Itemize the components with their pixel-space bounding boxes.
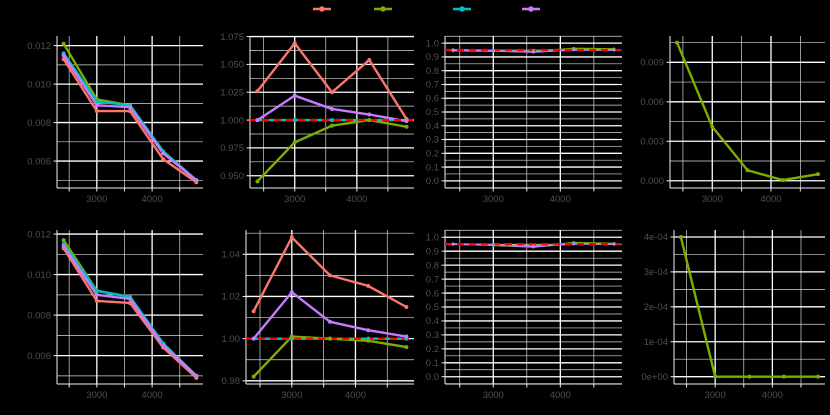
legend-key-series-1 [311, 0, 333, 18]
x-tick-label: 3000 [281, 390, 303, 401]
legend-key-series-3 [451, 0, 473, 18]
x-tick-label: 4000 [549, 390, 571, 401]
y-tick-label: 1.050 [220, 59, 244, 71]
series-line-series-2 [254, 337, 407, 377]
y-tick-label: 0.98 [221, 376, 240, 388]
y-tick-label: 0.008 [27, 310, 51, 322]
data-point [367, 118, 371, 122]
y-tick-label: 0.0 [425, 371, 439, 383]
y-tick-label: 0.2 [425, 148, 439, 160]
data-point [128, 109, 132, 113]
data-point [532, 245, 535, 248]
data-point [255, 179, 259, 183]
y-tick-label: 0.6 [425, 288, 439, 300]
data-point [161, 151, 165, 155]
legend-point-icon [459, 6, 464, 11]
y-tick-label: 0.012 [27, 229, 51, 241]
data-point [746, 168, 750, 172]
x-tick-label: 3000 [482, 390, 504, 401]
data-point [128, 301, 132, 305]
x-tick-label: 3000 [701, 194, 723, 205]
y-tick-label: 0.1 [425, 162, 439, 174]
axis-ticks [243, 254, 388, 387]
data-point [405, 125, 409, 129]
data-point [161, 157, 165, 161]
data-point [328, 273, 332, 277]
data-point [748, 375, 752, 379]
minor-gridlines [250, 36, 414, 188]
data-point [252, 309, 256, 313]
data-point [781, 178, 785, 182]
data-point [572, 242, 575, 245]
data-point [293, 41, 297, 45]
data-point [62, 238, 66, 242]
y-tick-label: 0.6 [425, 93, 439, 105]
data-point [328, 337, 332, 341]
y-tick-label: 1.000 [220, 115, 244, 127]
data-point [290, 235, 294, 239]
y-tick-label: 0.7 [425, 79, 439, 91]
data-point [252, 337, 256, 341]
y-tick-label: 0.5 [425, 302, 439, 314]
minor-gridlines [246, 230, 414, 384]
axis-ticks [671, 237, 801, 388]
x-tick-label: 3000 [86, 194, 108, 205]
data-point [95, 299, 99, 303]
data-point [782, 375, 786, 379]
data-point [255, 118, 259, 122]
data-point [62, 53, 66, 57]
series-line-series-2 [257, 120, 406, 181]
y-tick-label: 0.8 [425, 260, 439, 272]
x-tick-label: 3000 [704, 390, 726, 401]
y-tick-label: 0.003 [640, 136, 664, 148]
data-point [492, 243, 495, 246]
y-tick-label: 0.9 [425, 246, 439, 258]
data-point [293, 94, 297, 98]
data-point [366, 284, 370, 288]
y-tick-label: 0.006 [27, 156, 51, 168]
data-point [405, 119, 409, 123]
y-tick-label: 0.010 [27, 79, 51, 91]
chart-row2-col3 [420, 215, 630, 415]
data-point [366, 328, 370, 332]
chart-row2-col2 [210, 215, 420, 415]
y-tick-label: 1.02 [221, 291, 240, 303]
y-tick-label: 1.0 [425, 232, 439, 244]
series-line-series-2 [677, 43, 818, 181]
data-point [255, 89, 259, 93]
y-tick-label: 0.006 [27, 350, 51, 362]
y-tick-label: 0.7 [425, 274, 439, 286]
legend-key-series-2 [372, 0, 394, 18]
major-gridlines [670, 36, 825, 188]
data-point [330, 124, 334, 128]
data-point [95, 289, 99, 293]
data-point [161, 344, 165, 348]
data-point [532, 51, 535, 54]
y-tick-label: 0e+00 [641, 371, 668, 383]
data-point [62, 57, 66, 61]
data-point [95, 99, 99, 103]
x-tick-label: 4000 [549, 194, 571, 205]
data-point [330, 107, 334, 111]
y-tick-label: 0.010 [27, 269, 51, 281]
data-point [330, 118, 334, 122]
data-point [128, 105, 132, 109]
data-point [95, 293, 99, 297]
chart-row2-col4 [630, 215, 830, 415]
chart-row1-col1 [0, 18, 210, 215]
chart-row2-col1 [0, 215, 210, 415]
y-tick-label: 0.4 [425, 316, 439, 328]
data-point [330, 90, 334, 94]
data-point [62, 42, 66, 46]
data-point [62, 244, 66, 248]
legend-point-icon [319, 6, 324, 11]
data-point [710, 125, 714, 129]
y-tick-label: 1e-04 [643, 336, 668, 348]
y-tick-label: 0.5 [425, 107, 439, 119]
x-tick-label: 4000 [141, 390, 163, 401]
y-tick-label: 0.006 [640, 97, 664, 109]
series-points-series-2 [252, 335, 409, 379]
x-tick-label: 3000 [284, 194, 306, 205]
series-points-series-2 [255, 118, 408, 183]
x-tick-label: 4000 [760, 194, 782, 205]
data-point [612, 242, 615, 245]
data-point [816, 172, 820, 176]
legend [0, 0, 830, 18]
major-gridlines [445, 36, 622, 188]
legend-point-icon [528, 6, 533, 11]
series-points-series-1 [252, 235, 409, 313]
data-point [404, 345, 408, 349]
data-point [128, 297, 132, 301]
data-point [293, 140, 297, 144]
major-gridlines [674, 230, 825, 384]
data-point [679, 235, 683, 239]
series-line-series-4 [64, 246, 197, 376]
axis-ticks [442, 237, 594, 387]
data-point [816, 375, 820, 379]
axis-ticks [667, 62, 801, 191]
data-point [194, 178, 198, 182]
major-gridlines [445, 230, 622, 384]
data-point [95, 103, 99, 107]
data-point [492, 49, 495, 52]
y-tick-label: 0.975 [220, 143, 244, 155]
y-tick-label: 2e-04 [643, 302, 668, 314]
x-tick-label: 4000 [141, 194, 163, 205]
data-point [293, 118, 297, 122]
y-tick-label: 0.000 [640, 175, 664, 187]
data-point [290, 335, 294, 339]
y-tick-label: 0.2 [425, 344, 439, 356]
y-tick-label: 1.04 [221, 249, 240, 261]
y-tick-label: 0.009 [640, 57, 664, 69]
data-point [95, 109, 99, 113]
minor-gridlines [670, 36, 825, 188]
y-tick-label: 4e-04 [643, 232, 668, 244]
legend-point-icon [380, 6, 385, 11]
y-tick-label: 1.00 [221, 333, 240, 345]
y-tick-label: 0.4 [425, 120, 439, 132]
data-point [367, 58, 371, 62]
x-tick-label: 4000 [761, 390, 783, 401]
data-point [194, 374, 198, 378]
y-tick-label: 1.025 [220, 87, 244, 99]
x-tick-label: 3000 [482, 194, 504, 205]
y-tick-label: 0.3 [425, 330, 439, 342]
data-point [290, 290, 294, 294]
data-point [452, 243, 455, 246]
data-point [612, 49, 615, 52]
x-tick-label: 3000 [86, 390, 108, 401]
major-gridlines [246, 230, 414, 384]
legend-key-series-4 [520, 0, 542, 18]
y-tick-label: 0.008 [27, 117, 51, 129]
y-tick-label: 0.9 [425, 52, 439, 64]
chart-row1-col4 [630, 18, 830, 215]
data-point [572, 48, 575, 51]
x-tick-label: 4000 [346, 194, 368, 205]
axis-ticks [442, 43, 594, 191]
y-tick-label: 0.012 [27, 40, 51, 52]
y-tick-label: 0.0 [425, 176, 439, 188]
data-point [675, 41, 679, 45]
data-point [404, 305, 408, 309]
data-point [404, 335, 408, 339]
data-point [452, 49, 455, 52]
chart-row1-col2 [210, 18, 420, 215]
data-point [252, 375, 256, 379]
y-tick-label: 0.950 [220, 170, 244, 182]
y-tick-label: 3e-04 [643, 267, 668, 279]
chart-row1-col3 [420, 18, 630, 215]
data-point [367, 113, 371, 117]
y-tick-label: 1.0 [425, 38, 439, 50]
y-tick-label: 0.8 [425, 65, 439, 77]
data-point [366, 339, 370, 343]
major-gridlines [250, 36, 414, 188]
series-line-series-4 [254, 292, 407, 338]
data-point [328, 320, 332, 324]
y-tick-label: 0.3 [425, 134, 439, 146]
data-point [713, 375, 717, 379]
y-tick-label: 1.075 [220, 31, 244, 43]
x-tick-label: 4000 [344, 390, 367, 401]
y-tick-label: 0.1 [425, 357, 439, 369]
